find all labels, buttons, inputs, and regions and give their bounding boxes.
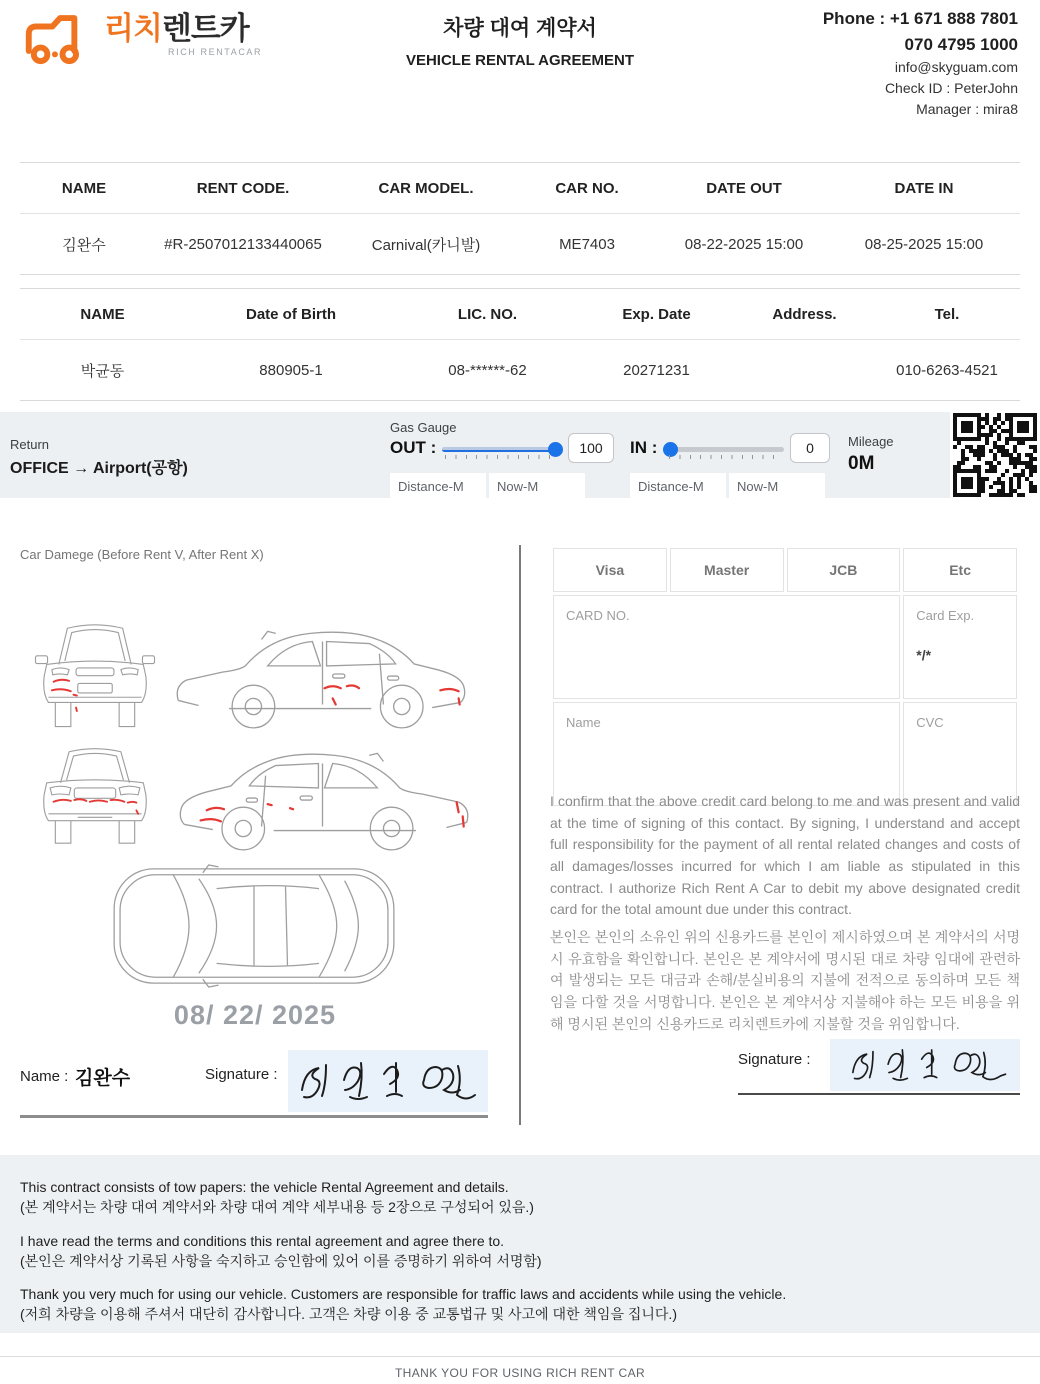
contact-block [823, 6, 1018, 120]
car-damage-section [20, 545, 490, 1130]
mileage-label: Mileage [848, 434, 894, 449]
in-now-input[interactable] [729, 473, 825, 499]
car-damage-diagrams[interactable] [20, 573, 490, 993]
card-exp-field[interactable] [903, 595, 1017, 699]
driver-row [20, 340, 1020, 401]
rent-code-cell: #R-2507012133440065 [148, 214, 338, 275]
driver-name-cell: 박균동 [20, 340, 185, 401]
contact-email: info@skyguam.com [894, 59, 1018, 75]
col-header-car-model: CAR MODEL. [338, 163, 514, 214]
col-header-lic-no: LIC. NO. [397, 289, 578, 340]
renter-signature-label: Signature : [205, 1066, 278, 1083]
cardholder-signature-label: Signature : [738, 1051, 811, 1068]
note-thanks-ko: (저희 차량을 이용해 주셔서 대단히 감사합니다. 고객은 차량 이용 중 교통법규 및 사고에 대한 책임을 집니다.) [20, 1306, 677, 1323]
note-terms-ko: (본인은 계약서상 기록된 사항을 숙지하고 승인함에 있어 이를 증명하기 위하여 서명함) [20, 1252, 542, 1269]
card-type-master[interactable]: Master [670, 548, 784, 592]
page-subtitle: VEHICLE RENTAL AGREEMENT [405, 52, 635, 69]
gas-return-panel [0, 412, 950, 498]
damage-marks [54, 799, 139, 813]
slider-track[interactable] [666, 447, 784, 452]
damage-marks [325, 686, 460, 705]
gas-out-value[interactable]: 100 [568, 433, 614, 463]
slider-track[interactable] [442, 447, 560, 452]
return-route: OFFICE → Airport(공항) [10, 460, 188, 477]
gas-out-label: OUT : [390, 438, 437, 457]
slider-ticks [669, 455, 781, 459]
col-header-dob: Date of Birth [185, 289, 397, 340]
address-cell [735, 340, 874, 401]
gas-in-value[interactable]: 0 [790, 433, 830, 463]
mileage-value: 0M [848, 453, 875, 474]
qr-code [953, 413, 1037, 497]
credit-card-section [550, 545, 1020, 1130]
col-header-car-no: CAR NO. [514, 163, 660, 214]
card-exp-value: */* [916, 647, 932, 663]
column-divider [519, 545, 521, 1125]
dob-cell: 880905-1 [185, 340, 397, 401]
cardholder-signature[interactable] [830, 1039, 1020, 1091]
credit-card-table [550, 545, 1020, 809]
contact-manager: Manager : mira8 [916, 101, 1018, 117]
col-header-driver-name: NAME [20, 289, 185, 340]
col-header-address: Address. [735, 289, 874, 340]
right-signature-underline [738, 1093, 1020, 1095]
car-side-view-diagram[interactable] [170, 609, 475, 737]
card-type-etc[interactable]: Etc [903, 548, 1017, 592]
contact-phone-1: Phone : +1 671 888 7801 [822, 9, 1018, 28]
gas-in-slider[interactable] [666, 441, 784, 461]
date-out-cell: 08-22-2025 15:00 [660, 214, 828, 275]
return-label: Return [10, 437, 50, 452]
gas-in-label: IN : [630, 438, 658, 457]
rental-info-table [20, 162, 1020, 275]
footer-divider [0, 1356, 1040, 1357]
note-thanks-en: Thank you very much for using our vehicle. Customers are responsible for traffic laws and accidents while using the vehicle. [20, 1286, 787, 1303]
col-header-tel: Tel. [874, 289, 1020, 340]
tel-cell: 010-6263-4521 [874, 340, 1020, 401]
out-distance-input[interactable] [390, 473, 486, 499]
logo-subtext: RICH RENTACAR [168, 47, 263, 58]
col-header-date-out: DATE OUT [660, 163, 828, 214]
contract-notes-panel [0, 1155, 1040, 1333]
col-header-name: NAME [20, 163, 148, 214]
left-signature-underline [20, 1115, 488, 1118]
page-title: 차량 대여 계약서 [443, 17, 597, 40]
note-terms [20, 1231, 1020, 1272]
footer-thanks-text: THANK YOU FOR USING RICH RENT CAR [394, 1366, 646, 1380]
damage-marks [201, 802, 464, 826]
slider-ticks [445, 455, 557, 459]
gas-out-slider[interactable] [442, 441, 560, 461]
car-no-cell: ME7403 [514, 214, 660, 275]
card-confirmation-text-ko: 본인은 본인의 소유인 위의 신용카드를 본인이 제시하였으며 본 계약서의 서명시 유효함을 확인합니다. 본인은 본 계약서에 명시된 대로 차량 임대에 관련하여 발생되는 모든 대금과 손해/분실비용의 지불에 전적으로 동의하며 모든 책임을 다할 것을 서명합니다. 본인은 본 계약서상 지불해야 하는 모든 비용을 위해 명시된 본인의 신용카드로 리치렌트카에 지불할 것을 위임합니다. [550, 929, 1020, 1032]
col-header-exp-date: Exp. Date [578, 289, 735, 340]
renter-name-value: 김완수 [75, 1068, 131, 1089]
car-side-view-2-diagram[interactable] [170, 731, 475, 859]
car-damage-title: Car Damege (Before Rent V, After Rent X) [20, 547, 264, 562]
in-distance-input[interactable] [630, 473, 726, 499]
cardholder-name-label: Name [566, 715, 601, 730]
card-type-jcb[interactable]: JCB [787, 548, 901, 592]
car-model-cell: Carnival(카니발) [338, 214, 514, 275]
contact-phone-2: 070 4795 1000 [904, 34, 1018, 54]
renter-name-label: Name : [20, 1068, 69, 1085]
renter-signature[interactable] [288, 1050, 488, 1112]
logo-text-black: 렌트카 [161, 11, 249, 46]
col-header-rent-code: RENT CODE. [148, 163, 338, 214]
car-top-view-diagram[interactable] [105, 861, 403, 991]
gas-gauge-label: Gas Gauge [390, 420, 457, 435]
card-confirmation-text-en: I confirm that the above credit card belong to me and was present and valid at the time of signing of this contact. By signing, I understand and accept full responsibility for the payment of all rental related changes and costs of all damages/losses incurred for which I am liable as stipulated in this contract. I authorize Rich Rent A Car to debit my above designated credit card for the total amount due under this contract. [550, 793, 1020, 918]
driver-info-table [20, 288, 1020, 401]
rental-row [20, 214, 1020, 275]
card-number-label: CARD NO. [566, 608, 630, 623]
renter-name-cell: 김완수 [20, 214, 148, 275]
exp-date-cell: 20271231 [578, 340, 735, 401]
note-terms-en: I have read the terms and conditions this rental agreement and agree there to. [20, 1232, 505, 1249]
card-number-field[interactable] [553, 595, 900, 699]
date-in-cell: 08-25-2025 15:00 [828, 214, 1020, 275]
logo-text-orange: 리치 [104, 11, 162, 46]
note-pages-en: This contract consists of tow papers: the vehicle Rental Agreement and details. [20, 1179, 509, 1195]
contact-check-id: Check ID : PeterJohn [884, 80, 1018, 96]
lic-no-cell: 08-******-62 [397, 340, 578, 401]
note-thanks [20, 1284, 1020, 1325]
card-type-visa[interactable]: Visa [553, 548, 667, 592]
col-header-date-in: DATE IN [828, 163, 1020, 214]
car-rear-view-diagram[interactable] [26, 733, 164, 855]
note-pages [20, 1177, 1020, 1218]
cvc-label: CVC [916, 715, 944, 730]
note-pages-ko: (본 계약서는 차량 대여 계약서와 차량 대여 계약 세부내용 등 2장으로 구성되어 있음.) [20, 1199, 534, 1216]
out-now-input[interactable] [489, 473, 585, 499]
card-exp-label: Card Exp. [916, 608, 975, 623]
inspection-date: 08/ 22/ 2025 [173, 1000, 337, 1030]
